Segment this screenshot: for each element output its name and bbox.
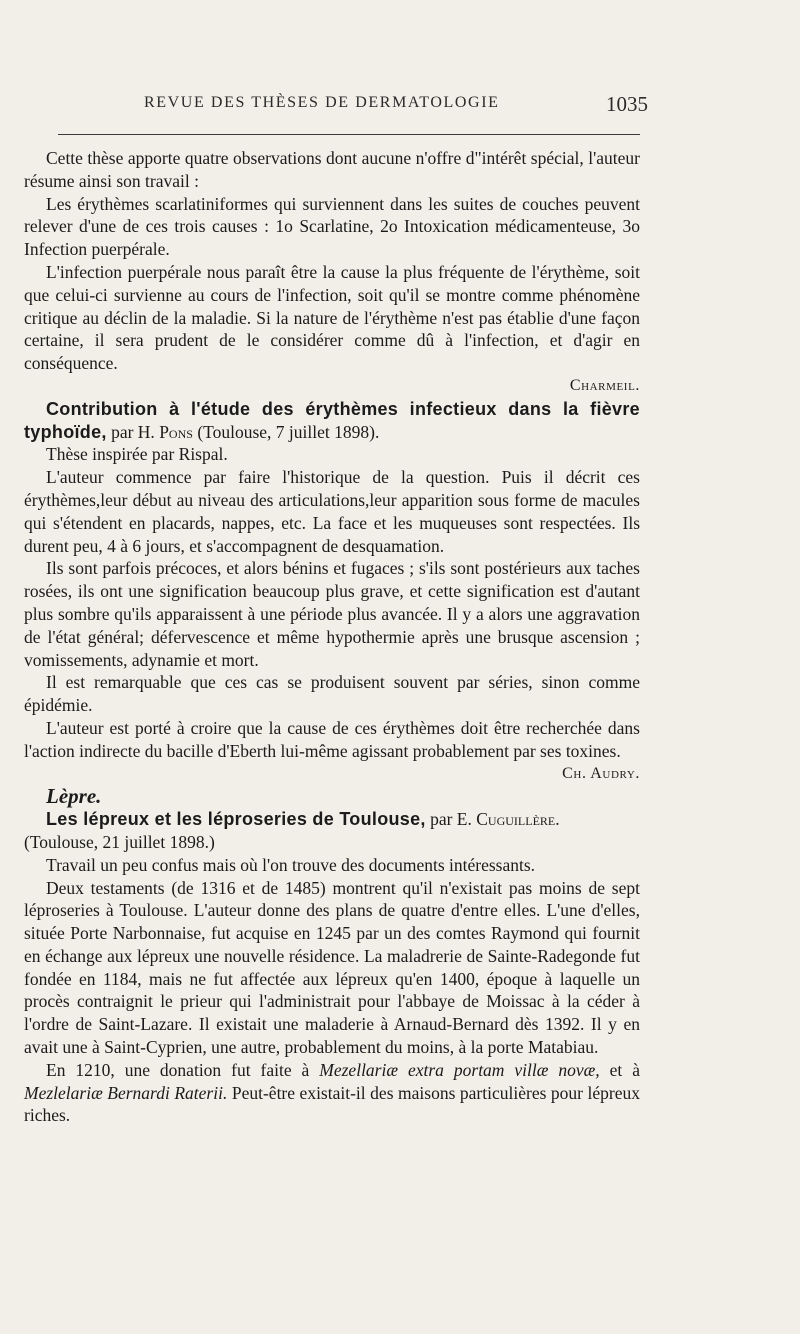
article3-p3-start: En 1210, une donation fut faite à bbox=[46, 1059, 320, 1080]
running-title: REVUE DES THÈSES DE DERMATOLOGIE bbox=[144, 94, 500, 111]
article1-paragraph-1: Cette thèse apporte quatre observations dont aucune n'offre d"intérêt spécial, l'auteur résume ainsi son travail : bbox=[24, 148, 640, 191]
article3-p3-mid: et à bbox=[599, 1059, 640, 1080]
article3-citation: (Toulouse, 21 juillet 1898.) bbox=[24, 831, 215, 852]
article3-p3-end: Peut-être existait-il des maisons particulières pour lépreux riches. bbox=[24, 1082, 641, 1126]
article3-p3-italic-1: Mezellariæ extra portam villæ novæ, bbox=[319, 1059, 600, 1080]
article3-author-name: Cuguillère. bbox=[476, 809, 560, 830]
article2-paragraph-5-block bbox=[24, 717, 640, 785]
article3-author-prefix: par E. bbox=[425, 809, 477, 830]
page-content bbox=[24, 147, 640, 1127]
article2-signature: Ch. Audry. bbox=[562, 764, 640, 782]
article1-paragraph-3: L'infection puerpérale nous paraît être la cause la plus fréquente de l'érythème, soit que celui-ci survienne au cours de l'infection, soit qu'il se montre comme phénomène critique au déclin de la maladie. Si la nature de l'érythème n'est pas établie d'une façon certaine, il sera prudent de le considérer comme dû à l'infection, et d'agir en conséquence. bbox=[24, 261, 640, 374]
article2-paragraph-2: L'auteur commence par faire l'historique de la question. Puis il décrit ces érythèmes,leur début au niveau des articulations,leur apparition sous forme de macules qui s'étendent en placards, nappes, etc. La face et les muqueuses sont respectées. Ils durent peu, 4 à 6 jours, et s'accompagnent de desquamation. bbox=[24, 467, 640, 556]
article2-paragraph-1: Thèse inspirée par Rispal. bbox=[46, 444, 228, 465]
article3-p3-italic-2: Mezlelariæ Bernardi Raterii. bbox=[24, 1082, 228, 1103]
article3-paragraph-2: Deux testaments (de 1316 et de 1485) montrent qu'il n'existait pas moins de sept léproseries à Toulouse. L'auteur donne des plans de quatre d'entre elles. L'une d'elles, située Porte Narbonnaise, fut acquise en 1245 par un des comtes Raymond qui fournit en échange aux lépreux une nouvelle résidence. La maladrerie de Sainte-Radegonde fut fondée en 1184, mais ne fut affectée aux lépreux qu'en 1400, époque à laquelle un procès contraignit le prieur qui l'administrait pour l'abbaye de Moissac à la céder à l'ordre de Saint-Lazare. Il existait une maladerie à Arnaud-Bernard dès 1392. Il y en avait une à Saint-Cyprien, une autre, probablement du moins, à la porte Matabiau. bbox=[24, 877, 640, 1058]
article2-title: Contribution à l'étude des érythèmes infectieux dans la fièvre typhoïde, bbox=[24, 398, 640, 442]
article2-author-prefix: par H. bbox=[106, 421, 160, 442]
article1-signature: Charmeil. bbox=[569, 376, 640, 394]
article2-paragraph-3: Ils sont parfois précoces, et alors bénins et fugaces ; s'ils sont postérieurs aux taches rosées, ils ont une signification beaucoup plus grave, et cette signification est d'autant plus sombre qu'ils apparaissent à une période plus avancée. Il y a alors une aggravation de l'état général; défervescence et même hypothermie après une brusque ascension ; vomissements, adynamie et mort. bbox=[24, 558, 640, 670]
header-rule bbox=[58, 134, 640, 135]
page-number: 1035 bbox=[606, 92, 648, 116]
article2-heading bbox=[24, 398, 640, 444]
article3-title: Les lépreux et les léproseries de Toulouse, bbox=[46, 809, 426, 830]
article2-paragraph-5: L'auteur est porté à croire que la cause de ces érythèmes doit être recherchée dans l'action indirecte du bacille d'Eberth lui-même agissant probablement par ses toxines. bbox=[24, 717, 640, 761]
article3-heading bbox=[24, 808, 640, 831]
article1-paragraph-2: Les érythèmes scarlatiniformes qui surviennent dans les suites de couches peuvent relever d'une de ces trois causes : 1o Scarlatine, 2o Intoxication médicamenteuse, 3o Infection puerpérale. bbox=[24, 193, 640, 260]
page-header bbox=[24, 92, 648, 118]
article3-paragraph-1: Travail un peu confus mais où l'on trouve des documents intéressants. bbox=[46, 854, 536, 875]
article2-paragraph-4: Il est remarquable que ces cas se produisent souvent par séries, sinon comme épidémie. bbox=[24, 672, 640, 716]
article2-citation: (Toulouse, 7 juillet 1898). bbox=[192, 421, 380, 442]
article2-author-name: Pons bbox=[159, 421, 193, 442]
article3-paragraph-3 bbox=[24, 1059, 640, 1127]
section-title: Lèpre. bbox=[46, 784, 102, 809]
